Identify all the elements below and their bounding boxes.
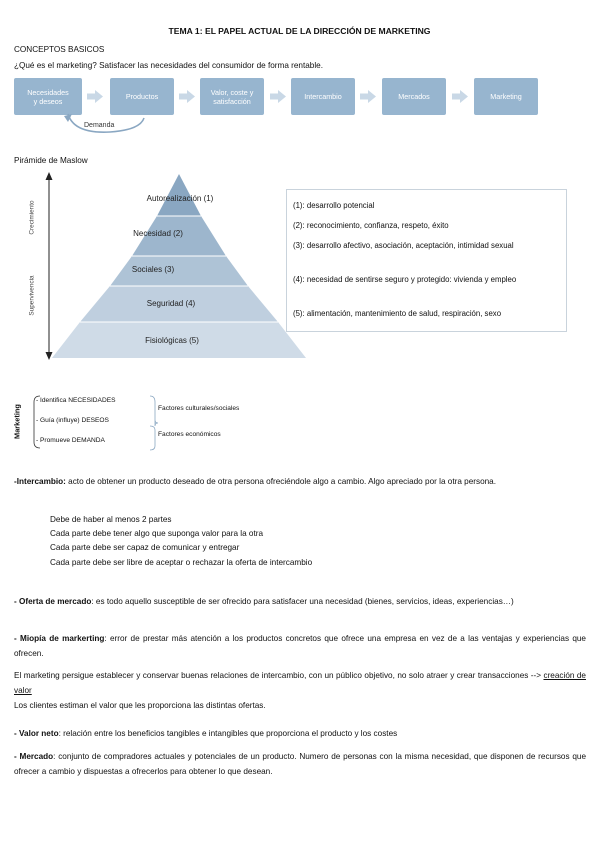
maslow-heading: Pirámide de Maslow: [14, 156, 88, 165]
marketing-item-necesidades: - Identifica NECESIDADES: [36, 397, 116, 404]
section-heading-conceptos: CONCEPTOS BASICOS: [14, 45, 105, 54]
legend-text: : reconocimiento, confianza, respeto, éxito: [302, 221, 449, 230]
list-item: Cada parte debe ser libre de aceptar o rechazar la oferta de intercambio: [50, 557, 313, 567]
legend-item-3: [293, 241, 561, 252]
term-intercambio: -Intercambio:: [14, 477, 66, 486]
paragraph-intercambio: [14, 474, 586, 489]
legend-num: (3): [293, 241, 303, 250]
legend-text: : desarrollo potencial: [302, 201, 375, 210]
definition-valor-neto: : relación entre los beneficios tangibles e intangibles que proporciona el producto y los costes: [58, 729, 398, 738]
definition-oferta: : es todo aquello susceptible de ser ofrecido para satisfacer una necesidad (bienes, servicios, ideas, experiencias…): [91, 597, 514, 606]
flow-arrow-icon: [270, 90, 286, 103]
pyramid-label-2: Necesidad (2): [133, 229, 183, 238]
persigue-text: El marketing persigue establecer y conservar buenas relaciones de intercambio, con un público objetivo, no solo atraer y crear transacciones -->: [14, 671, 544, 680]
paragraph-mercado: [14, 749, 586, 779]
pyramid-label-4: Seguridad (4): [146, 299, 196, 308]
pyramid-label-5: Fisiológicas (5): [145, 336, 199, 345]
flow-box-line: Necesidades: [27, 87, 69, 97]
flow-box-line: Productos: [125, 92, 159, 101]
legend-num: (5): [293, 309, 303, 318]
document-title: TEMA 1: EL PAPEL ACTUAL DE LA DIRECCIÓN DE MARKETING: [168, 26, 431, 36]
flow-arrow-icon: [360, 90, 376, 103]
maslow-legend: [286, 189, 567, 332]
legend-text: : alimentación, mantenimiento de salud, respiración, sexo: [302, 309, 502, 318]
pyramid-label-3: Sociales (3): [131, 265, 175, 274]
flow-box-line: satisfacción: [213, 96, 251, 106]
flow-box-line: Valor, coste y: [210, 87, 254, 97]
axis-label-supervivencia: Supervivencia: [28, 275, 36, 316]
legend-item-1: [293, 201, 561, 212]
legend-num: (4): [293, 275, 303, 284]
definition-miopia: : error de prestar más atención a los productos concretos que ofrece una empresa en vez de a las ventajas y experiencias que ofrecen.: [14, 634, 586, 658]
legend-text: : desarrollo afectivo, asociación, aceptación, intimidad sexual: [302, 241, 514, 250]
definition-mercado: : conjunto de compradores actuales y potenciales de un producto. Numero de personas con la misma necesidad, que disponen de recursos que ofrecer a cambio y dispuestas a ofrecerlos para obtener lo que desean.: [14, 752, 587, 776]
exchange-conditions-list: [50, 513, 312, 570]
flow-box-valor: [200, 78, 264, 115]
flow-box-marketing: [474, 78, 538, 115]
factor-economicos: Factores económicos: [158, 431, 221, 438]
flow-box-line: Marketing: [490, 92, 522, 101]
marketing-item-deseos: - Guía (influye) DESEOS: [36, 417, 109, 424]
flow-box-necesidades: [14, 78, 82, 115]
list-item: Cada parte debe tener algo que suponga valor para la otra: [50, 529, 264, 539]
flow-box-intercambio: [291, 78, 355, 115]
flow-arrow-icon: [87, 90, 103, 103]
term-valor-neto: - Valor neto: [14, 729, 59, 738]
paragraph-valor-neto: [14, 726, 586, 741]
legend-item-5: [293, 309, 561, 320]
pyramid-label-1: Autorealización (1): [146, 194, 214, 203]
term-miopia: - Miopía de markerting: [14, 634, 105, 643]
flow-box-line: y deseos: [33, 96, 63, 106]
term-oferta: - Oferta de mercado: [14, 597, 92, 606]
flow-box-productos: [110, 78, 174, 115]
flow-box-mercados: [382, 78, 446, 115]
paragraph-oferta: [14, 594, 586, 609]
legend-num: (1): [293, 201, 303, 210]
demanda-label: Demanda: [84, 122, 115, 129]
marketing-item-demanda: - Promueve DEMANDA: [36, 437, 105, 444]
paragraph-miopia: [14, 631, 586, 661]
legend-item-4: [293, 275, 561, 286]
marketing-side-label-box: [10, 400, 24, 446]
list-item: Cada parte debe ser capaz de comunicar y entregar: [50, 543, 240, 553]
term-mercado: - Mercado: [14, 752, 54, 761]
legend-num: (2): [293, 221, 303, 230]
flow-arrow-icon: [179, 90, 195, 103]
factor-culturales: Factores culturales/sociales: [158, 405, 240, 412]
axis-label-crecimiento: Crecimiento: [28, 200, 36, 235]
flow-box-line: Intercambio: [304, 92, 342, 101]
flow-box-line: Mercados: [398, 92, 430, 101]
definition-intercambio: acto de obtener un producto deseado de otra persona ofreciéndole algo a cambio. Algo apreciado por la otra persona.: [65, 477, 497, 486]
marketing-side-label: Marketing: [12, 404, 22, 439]
axis-crecimiento: [26, 190, 38, 250]
list-item: Debe de haber al menos 2 partes: [50, 515, 172, 524]
creacion-valor-link: creación de valor: [14, 671, 586, 695]
paragraph-persigue: [14, 668, 586, 698]
legend-text: : necesidad de sentirse seguro y protegido: vivienda y empleo: [302, 275, 517, 284]
flow-arrow-icon: [452, 90, 468, 103]
marketing-question: ¿Qué es el marketing? Satisfacer las necesidades del consumidor de forma rentable.: [14, 61, 324, 70]
paragraph-clientes: Los clientes estiman el valor que les proporciona las distintas ofertas.: [14, 701, 266, 710]
legend-item-2: [293, 221, 561, 232]
axis-supervivencia: [26, 262, 38, 332]
